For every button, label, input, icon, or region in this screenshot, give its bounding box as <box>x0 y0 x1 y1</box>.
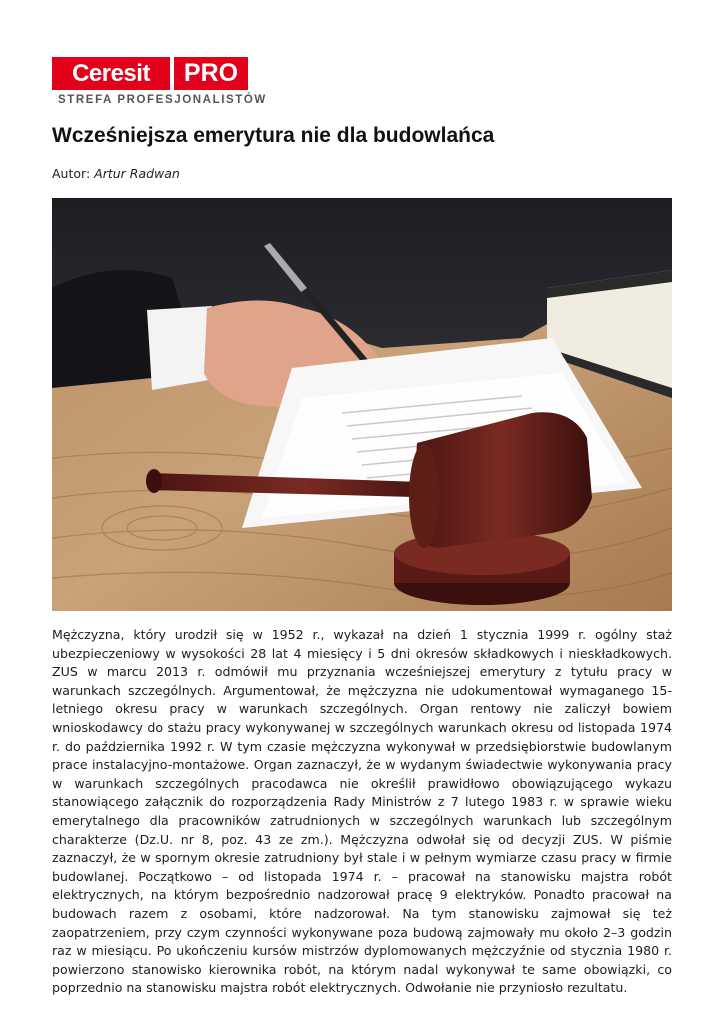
author-name: Artur Radwan <box>94 166 180 181</box>
article-body: Mężczyzna, który urodził się w 1952 r., wykazał na dzień 1 stycznia 1999 r. ogólny staż ubezpieczeniowy w wysokości 28 lat 4 miesięcy i 5 dni okresów składkowych i nieskładkowych. ZUS w marcu 2013 r. odmówił mu przyznania wcześniejszej emerytury z tytułu pracy w warunkach szczególnych. Argumentował, że mężczyzna nie udokumentował wymaganego 15-letniego okresu pracy w warunkach szczególnych. Organ rentowy nie zaliczył bowiem wnioskodawcy do stażu pracy wykonywanej w szczególnych warunkach okresu od listopada 1974 r. do października 1992 r. W tym czasie mężczyzna wykonywał w przedsiębiorstwie budowlanym prace instalacyjno-montażowe. Organ zaznaczył, że w wydanym świadectwie wykonywania pracy w warunkach szczególnych pracodawca nie określił prawidłowo obowiązującego wykazu stanowiącego załącznik do rozporządzenia Rady Ministrów z 7 lutego 1983 r. w sprawie wieku emerytalnego dla pracowników zatrudnionych w szczególnych warunkach lub szczególnym charakterze (Dz.U. nr 8, poz. 43 ze zm.). Mężczyzna odwołał się od decyzji ZUS. W piśmie zaznaczył, że w spornym okresie zatrudniony był stale i w pełnym wymiarze czasu pracy w firmie budowlanej. Początkowo – od listopada 1974 r. – pracował na stanowisku majstra robót elektrycznych, na którym bezpośrednio nadzorował pracę 9 elektryków. Ponadto pracował na budowach razem z osobami, które nadzorował. Na tym stanowisku zajmował się też zaopatrzeniem, przy czym czynności wykonywane poza budową zajmowały mu około 2–3 godzin raz w miesiącu. Po ukończeniu kursów mistrzów dyplomowanych mężczyźnie od stycznia 1980 r. powierzono stanowisko kierownika robót, na którym nadal wykonywał te same obowiązki, co poprzednio na stanowisku majstra robót elektrycznych. Odwołanie nie przyniosło rezultatu. <box>52 627 672 996</box>
logo-ceresit-text: Ceresit <box>52 57 170 90</box>
author-label: Autor: <box>52 166 91 181</box>
logo-pro-text: PRO <box>174 57 248 90</box>
ceresit-pro-logo[interactable] <box>52 57 267 109</box>
article-photo <box>52 198 672 611</box>
author-line <box>52 166 180 181</box>
logo-tagline: STREFA PROFESJONALISTÓW <box>58 94 267 106</box>
logo-wordmark <box>52 57 248 90</box>
article-title: Wcześniejsza emerytura nie dla budowlańca <box>52 124 495 147</box>
